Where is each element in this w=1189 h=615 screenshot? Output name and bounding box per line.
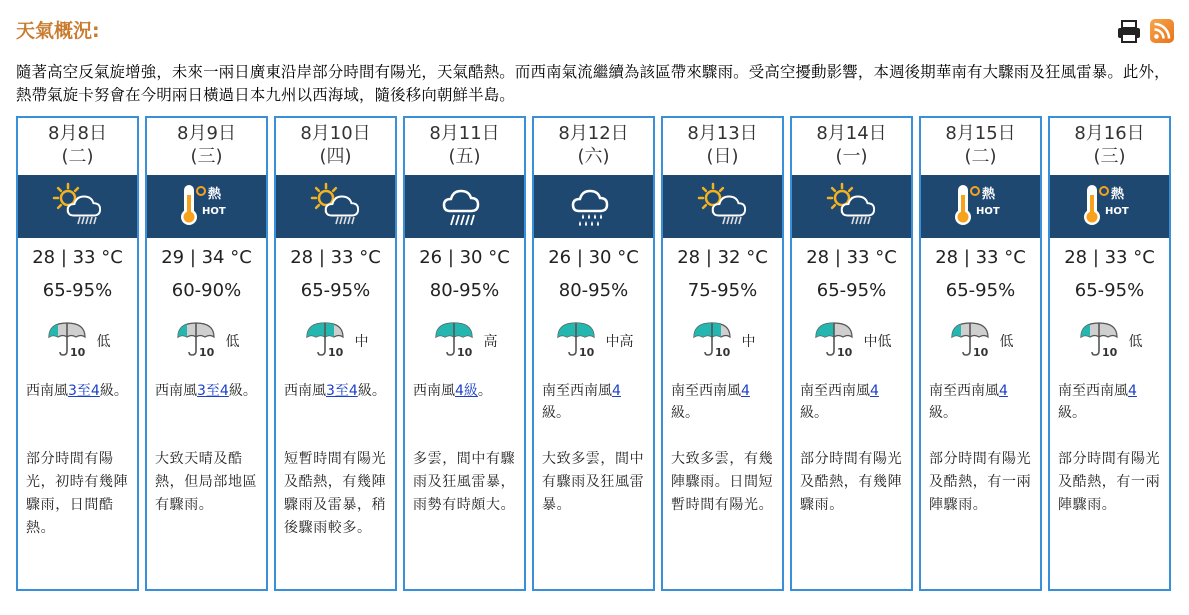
forecast-day [661,116,784,591]
wind-forecast [1058,380,1163,424]
sun-cloud-showers-icon [306,181,366,233]
wind-force-link[interactable]: 3至4 [68,383,100,399]
temperature-range: 28 | 33 °C [806,247,897,268]
wind-forecast [26,380,131,402]
forecast-day [532,116,655,591]
forecast-day [790,116,913,591]
weather-icon-band [921,175,1040,238]
weather-icon-band [663,175,782,238]
umbrella-icon [690,319,736,363]
umbrella-icon [174,319,220,363]
psr-label: 低 [225,334,240,350]
weekday-text: (五) [448,146,481,167]
psr-indicator [663,321,782,361]
very-hot-icon [949,181,1013,233]
wind-force-link[interactable]: 4 [1128,383,1137,399]
weekday-text: (二) [61,146,94,167]
wind-direction: 西南風 [26,383,68,399]
psr-label: 中高 [605,334,634,350]
umbrella-icon [303,319,349,363]
wind-forecast [284,380,389,402]
showers-icon [569,181,619,233]
forecast-date [534,122,653,169]
temperature-range: 28 | 33 °C [935,247,1026,268]
psr-indicator [147,321,266,361]
psr-label: 低 [1128,334,1143,350]
svg-text:10: 10 [972,346,988,359]
weather-description: 大致多雲，有幾陣驟雨。日間短暫時間有陽光。 [671,451,774,513]
wind-force-link[interactable]: 4 [741,383,750,399]
psr-label: 高 [483,334,498,350]
temperature-range: 28 | 33 °C [1064,247,1155,268]
weather-icon-band [534,175,653,238]
wind-direction: 西南風 [413,383,455,399]
wind-forecast [800,380,905,424]
weather-description: 部分時間有陽光及酷熱，有一兩陣驟雨。 [1058,451,1161,513]
heavy-rain-icon [440,181,490,233]
very-hot-icon [1078,181,1142,233]
humidity-range: 65-95% [816,280,887,301]
date-text: 8月13日 [687,123,758,144]
svg-text:10: 10 [69,346,85,359]
wind-suffix: 。 [477,383,492,399]
humidity-range: 75-95% [687,280,758,301]
date-text: 8月11日 [429,123,500,144]
forecast-date [147,122,266,169]
psr-indicator [534,321,653,361]
forecast-date [276,122,395,169]
wind-force-link[interactable]: 4級 [455,383,478,399]
forecast-day [274,116,397,591]
weather-description: 短暫時間有陽光及酷熱，有幾陣驟雨及雷暴，稍後驟雨較多。 [284,451,387,536]
psr-indicator [1050,321,1169,361]
printer-icon[interactable] [1116,18,1142,44]
umbrella-icon [554,319,600,363]
svg-text:10: 10 [327,346,343,359]
psr-label: 低 [96,334,111,350]
wind-suffix: 級。 [99,383,128,399]
humidity-range: 65-95% [945,280,1016,301]
weather-icon-band [405,175,524,238]
umbrella-icon [432,319,478,363]
weekday-text: (二) [964,146,997,167]
temperature-range: 28 | 33 °C [290,247,381,268]
wind-direction: 南至西南風 [1058,383,1128,399]
umbrella-icon [812,319,858,363]
very-hot-icon [175,181,239,233]
humidity-range: 60-90% [171,280,242,301]
weather-icon-band [1050,175,1169,238]
psr-indicator [276,321,395,361]
weekday-text: (三) [1093,146,1126,167]
forecast-day [403,116,526,591]
wind-direction: 南至西南風 [800,383,870,399]
weather-summary: 隨著高空反氣旋增強，未來一兩日廣東沿岸部分時間有陽光，天氣酷熱。而西南氣流繼續為該區帶來驟雨。受高空擾動影響，本週後期華南有大驟雨及狂風雷暴。此外，熱帶氣旋卡努會在今明兩日橫過日本九州以西海域，隨後移向朝鮮半島。 [16,63,1170,104]
section-title: 天氣概況: [16,20,100,42]
weather-description: 大致天晴及酷熱，但局部地區有驟雨。 [155,451,258,513]
psr-label: 中 [741,334,756,350]
wind-suffix: 級。 [1058,405,1086,421]
wind-suffix: 級。 [929,405,957,421]
wind-forecast [413,380,518,402]
temperature-range: 29 | 34 °C [161,247,252,268]
wind-forecast [671,380,776,424]
psr-indicator [18,321,137,361]
wind-direction: 南至西南風 [929,383,999,399]
psr-indicator [792,321,911,361]
svg-text:HOT: HOT [1104,205,1129,217]
forecast-date [792,122,911,169]
humidity-range: 80-95% [429,280,500,301]
sun-cloud-showers-icon [48,181,108,233]
forecast-date [1050,122,1169,169]
date-text: 8月12日 [558,123,629,144]
humidity-range: 65-95% [42,280,113,301]
date-text: 8月10日 [300,123,371,144]
weekday-text: (一) [835,146,868,167]
umbrella-icon [1077,319,1123,363]
forecast-days [16,116,1171,591]
weather-icon-band [276,175,395,238]
date-text: 8月15日 [945,123,1016,144]
forecast-day [919,116,1042,591]
wind-force-link[interactable]: 4 [612,383,621,399]
psr-indicator [405,321,524,361]
svg-text:10: 10 [198,346,214,359]
weekday-text: (四) [319,146,352,167]
weather-icon-band [792,175,911,238]
svg-text:熱: 熱 [207,186,221,202]
forecast-day [16,116,139,591]
wind-force-link[interactable]: 4 [999,383,1008,399]
forecast-day [145,116,268,591]
svg-text:10: 10 [1101,346,1117,359]
psr-label: 低 [999,334,1014,350]
svg-text:10: 10 [836,346,852,359]
wind-suffix: 級。 [671,405,699,421]
weekday-text: (六) [577,146,610,167]
weekday-text: (三) [190,146,223,167]
weather-icon-band [18,175,137,238]
svg-text:熱: 熱 [981,186,995,202]
forecast-date [921,122,1040,169]
svg-text:10: 10 [578,346,594,359]
weather-icon-band [147,175,266,238]
temperature-range: 28 | 33 °C [32,247,123,268]
forecast-date [405,122,524,169]
weather-description: 部分時間有陽光及酷熱，有一兩陣驟雨。 [929,451,1032,513]
svg-text:10: 10 [714,346,730,359]
wind-direction: 南至西南風 [542,383,612,399]
wind-suffix: 級。 [357,383,386,399]
wind-forecast [155,380,260,402]
forecast-day [1048,116,1171,591]
wind-force-link[interactable]: 4 [870,383,879,399]
umbrella-icon [45,319,91,363]
weather-description: 多雲，間中有驟雨及狂風雷暴，雨勢有時頗大。 [413,451,516,513]
wind-suffix: 級。 [228,383,257,399]
date-text: 8月8日 [48,123,107,144]
wind-suffix: 級。 [800,405,828,421]
forecast-date [663,122,782,169]
sun-cloud-showers-icon [822,181,882,233]
svg-text:10: 10 [456,346,472,359]
rss-icon[interactable] [1150,19,1174,43]
svg-text:HOT: HOT [201,205,226,217]
svg-text:熱: 熱 [1110,186,1124,202]
wind-direction: 西南風 [155,383,197,399]
wind-force-link[interactable]: 3至4 [197,383,229,399]
weekday-text: (日) [706,146,739,167]
date-text: 8月14日 [816,123,887,144]
temperature-range: 26 | 30 °C [548,247,639,268]
humidity-range: 65-95% [300,280,371,301]
psr-indicator [921,321,1040,361]
wind-direction: 西南風 [284,383,326,399]
wind-suffix: 級。 [542,405,570,421]
date-text: 8月16日 [1074,123,1145,144]
sun-cloud-showers-icon [693,181,753,233]
humidity-range: 80-95% [558,280,629,301]
psr-label: 中低 [863,334,892,350]
weather-description: 部分時間有陽光，初時有幾陣驟雨，日間酷熱。 [26,451,129,536]
umbrella-icon [948,319,994,363]
psr-label: 中 [354,334,369,350]
weather-description: 大致多雲，間中有驟雨及狂風雷暴。 [542,451,645,513]
toolbar [1116,18,1174,44]
temperature-range: 28 | 32 °C [677,247,768,268]
wind-direction: 南至西南風 [671,383,741,399]
humidity-range: 65-95% [1074,280,1145,301]
svg-text:HOT: HOT [975,205,1000,217]
forecast-date [18,122,137,169]
wind-forecast [929,380,1034,424]
temperature-range: 26 | 30 °C [419,247,510,268]
wind-force-link[interactable]: 3至4 [326,383,358,399]
weather-description: 部分時間有陽光及酷熱，有幾陣驟雨。 [800,451,903,513]
wind-forecast [542,380,647,424]
date-text: 8月9日 [177,123,236,144]
